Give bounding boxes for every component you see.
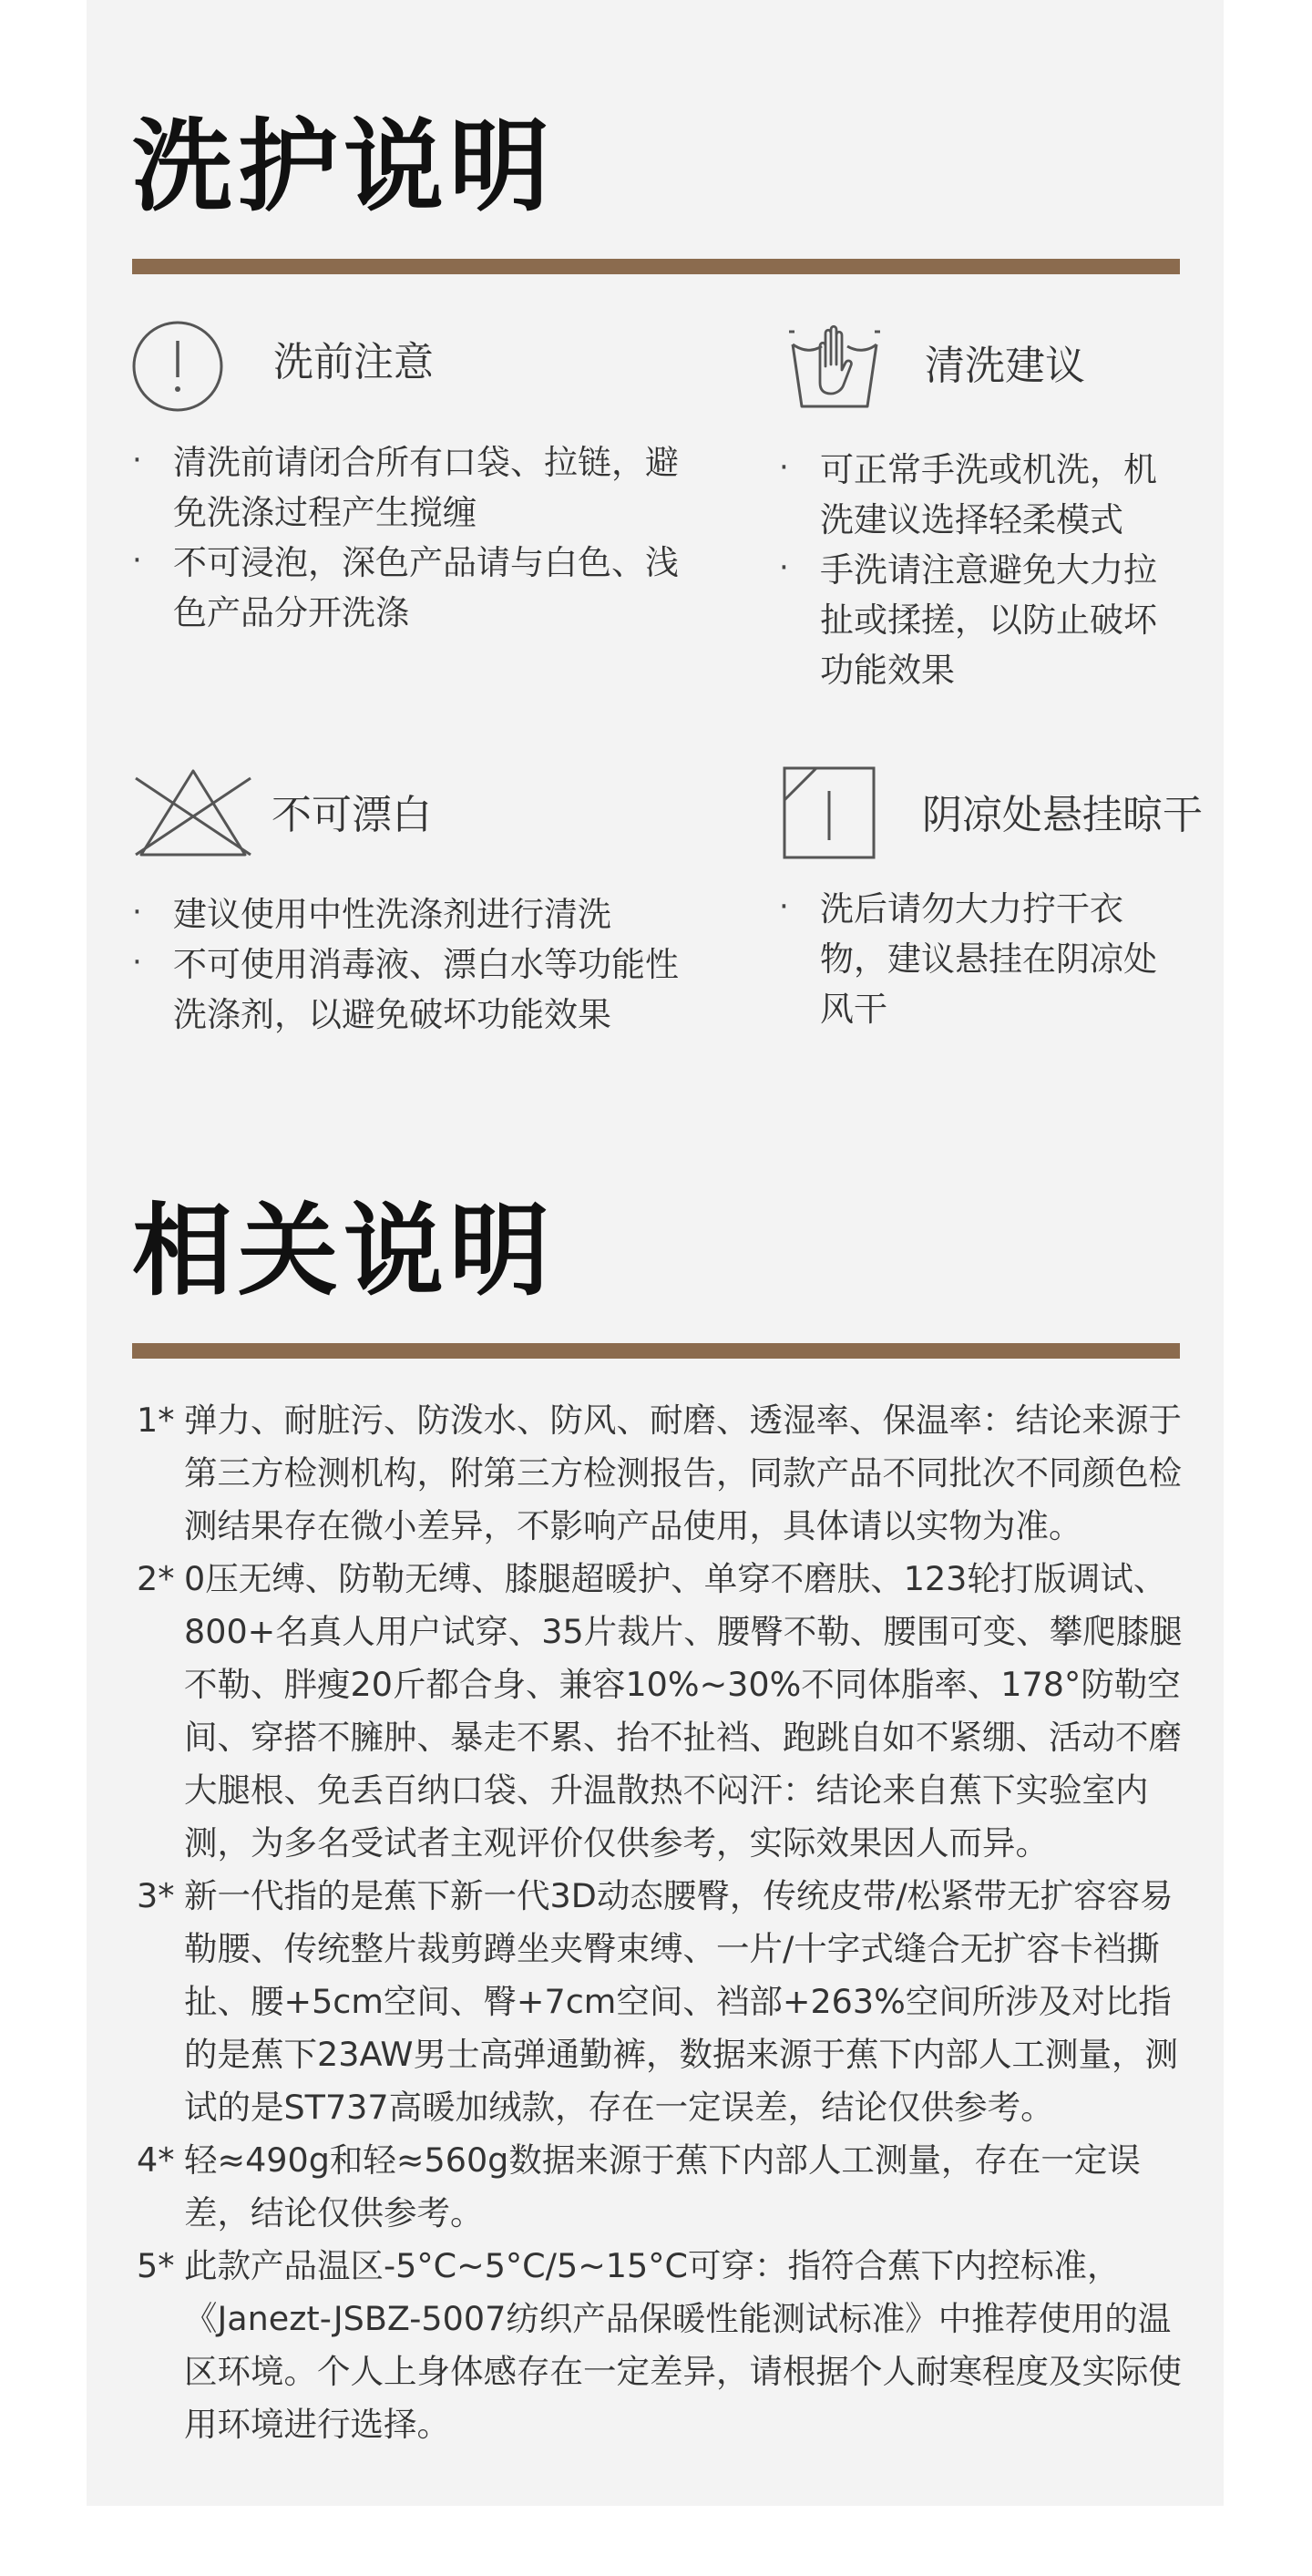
note-text: 新一代指的是蕉下新一代3D动态腰臀，传统皮带/松紧带无扩容容易勒腰、传统整片裁剪蹲坐夹臀束缚、一片/十字式缝合无扩容卡裆撕扯、腰+5cm空间、臀+7cm空间、裆部+263%空间所涉及对比指的是蕉下23AW男士高弹通勤裤，数据来源于蕉下内部人工测量，测试的是ST737高暖加绒款，存在一定误差，结论仅供参考。 [184, 1876, 1179, 2127]
care-block-title: 洗前注意 [273, 339, 434, 385]
notes-section-title: 相关说明 [132, 1193, 555, 1309]
note-text: 此款产品温区-5°C~5°C/5~15°C可穿：指符合蕉下内控标准，《Janezt-JSBZ-5007纺织产品保暖性能测试标准》中推荐使用的温区环境。个人上身体感存在一定差异，请根据个人耐寒程度及实际使用环境进行选择。 [184, 2246, 1182, 2444]
note-text: 轻≈490g和轻≈560g数据来源于蕉下内部人工测量，存在一定误差，结论仅供参考。 [184, 2140, 1141, 2232]
notes-list [137, 1394, 1184, 2451]
care-title-divider [132, 259, 1180, 274]
list-item: · 不可浸泡，深色产品请与白色、浅色产品分开洗涤 [132, 538, 679, 638]
care-block-list [132, 889, 697, 1040]
care-block-list [779, 445, 1189, 695]
note-item [137, 1394, 1184, 1553]
notes-title-divider [132, 1343, 1180, 1359]
no-bleach-icon [130, 765, 256, 862]
care-section-title: 洗护说明 [132, 108, 555, 225]
care-block-list [132, 437, 679, 638]
list-item: · 洗后请勿大力拧干衣物，建议悬挂在阴凉处风干 [779, 884, 1189, 1034]
list-item: · 建议使用中性洗涤剂进行清洗 [132, 889, 697, 939]
note-number: 4* [137, 2140, 175, 2180]
care-block-list [779, 884, 1189, 1034]
list-item: · 清洗前请闭合所有口袋、拉链，避免洗涤过程产生搅缠 [132, 437, 679, 538]
note-item [137, 1870, 1184, 2134]
note-item [137, 1553, 1184, 1870]
care-block-title: 不可漂白 [272, 792, 432, 838]
list-item: · 手洗请注意避免大力拉扯或揉搓，以防止破坏功能效果 [779, 545, 1189, 695]
care-block-title: 清洗建议 [925, 343, 1085, 389]
list-item: · 不可使用消毒液、漂白水等功能性洗涤剂，以避免破坏功能效果 [132, 939, 697, 1040]
note-item [137, 2240, 1184, 2451]
note-number: 1* [137, 1401, 175, 1440]
exclamation-circle-icon [130, 319, 225, 414]
note-number: 5* [137, 2246, 175, 2285]
line-dry-shade-icon [782, 765, 876, 860]
note-text: 0压无缚、防勒无缚、膝腿超暖护、单穿不磨肤、123轮打版调试、800+名真人用户试穿、35片裁片、腰臀不勒、腰围可变、攀爬膝腿不勒、胖瘦20斤都合身、兼容10%~30%不同体脂率、178°防勒空间、穿搭不臃肿、暴走不累、抬不扯裆、跑跳自如不紧绷、活动不磨大腿根、免丢百纳口袋、升温散热不闷汗：结论来自蕉下实验室内测，为多名受试者主观评价仅供参考，实际效果因人而异。 [184, 1559, 1183, 1863]
note-item [137, 2134, 1184, 2240]
note-number: 3* [137, 1876, 175, 1915]
list-item: · 可正常手洗或机洗，机洗建议选择轻柔模式 [779, 445, 1189, 545]
care-block-title: 阴凉处悬挂晾干 [922, 792, 1203, 838]
hand-wash-icon [785, 319, 884, 410]
note-text: 弹力、耐脏污、防泼水、防风、耐磨、透湿率、保温率：结论来源于第三方检测机构，附第三方检测报告，同款产品不同批次不同颜色检测结果存在微小差异，不影响产品使用，具体请以实物为准。 [184, 1401, 1182, 1545]
note-number: 2* [137, 1559, 175, 1598]
